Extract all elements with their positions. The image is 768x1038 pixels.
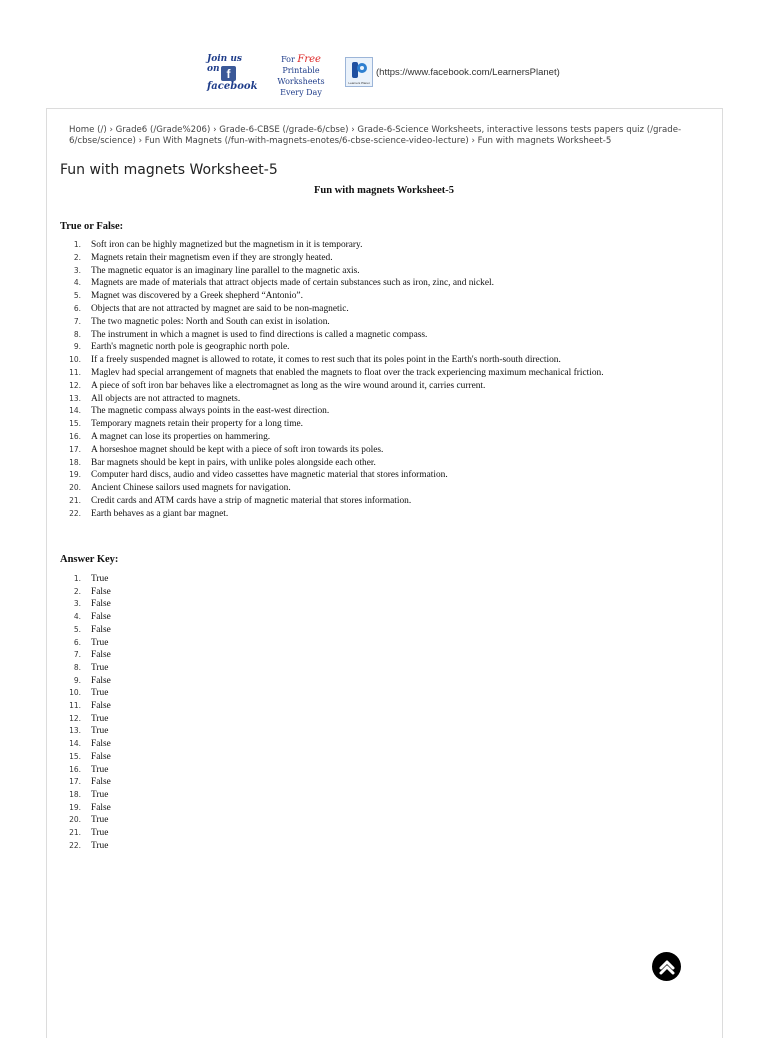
item-number: 2. bbox=[73, 586, 81, 596]
item-number: 20. bbox=[69, 483, 81, 493]
answer-item bbox=[60, 789, 360, 802]
answer-item bbox=[60, 713, 360, 726]
item-number: 4. bbox=[73, 612, 81, 622]
question-item-text: Magnets are made of materials that attract objects made of certain substances such as iron, zinc, and nickel. bbox=[91, 278, 494, 289]
printable-text: Printable Worksheets bbox=[277, 66, 325, 86]
question-item bbox=[60, 457, 710, 470]
item-number: 11. bbox=[69, 701, 81, 711]
answer-item bbox=[60, 738, 360, 751]
answer-item-text: False bbox=[91, 802, 111, 813]
question-item-text: A horseshoe magnet should be kept with a piece of soft iron towards its poles. bbox=[91, 444, 384, 455]
learners-planet-logo-icon bbox=[345, 57, 373, 87]
item-number: 21. bbox=[69, 828, 81, 838]
answer-item-text: True bbox=[91, 713, 109, 724]
scroll-to-top-button[interactable] bbox=[652, 952, 681, 981]
item-number: 7. bbox=[73, 650, 81, 660]
answer-item-text: False bbox=[91, 701, 111, 712]
question-item-text: Magnet was discovered by a Greek shepherd “Antonio”. bbox=[91, 291, 303, 302]
question-item bbox=[60, 303, 710, 316]
question-item-text: Maglev had special arrangement of magnets that enabled the magnets to float over the track experiencing maximum mechanical friction. bbox=[91, 367, 604, 378]
facebook-link[interactable]: (https://www.facebook.com/LearnersPlanet) bbox=[376, 66, 560, 78]
question-list bbox=[60, 239, 710, 521]
answer-item bbox=[60, 840, 360, 853]
item-number: 20. bbox=[69, 815, 81, 825]
question-item-text: The two magnetic poles: North and South can exist in isolation. bbox=[91, 316, 330, 327]
question-item-text: All objects are not attracted to magnets. bbox=[91, 393, 241, 404]
item-number: 9. bbox=[73, 342, 81, 352]
free-text: Free bbox=[297, 54, 321, 65]
facebook-banner[interactable] bbox=[205, 52, 560, 97]
question-item-text: Magnets retain their magnetism even if they are strongly heated. bbox=[91, 252, 333, 263]
answer-item bbox=[60, 649, 360, 662]
item-number: 13. bbox=[69, 393, 81, 403]
answer-key-heading: Answer Key: bbox=[60, 554, 119, 565]
answer-item-text: False bbox=[91, 777, 111, 788]
answer-item-text: False bbox=[91, 599, 111, 610]
question-item-text: Earth's magnetic north pole is geographic north pole. bbox=[91, 342, 290, 353]
item-number: 2. bbox=[73, 252, 81, 262]
answer-list bbox=[60, 573, 360, 852]
item-number: 9. bbox=[73, 675, 81, 685]
item-number: 17. bbox=[69, 444, 81, 454]
true-false-heading: True or False: bbox=[60, 221, 124, 232]
item-number: 21. bbox=[69, 495, 81, 505]
item-number: 14. bbox=[69, 406, 81, 416]
item-number: 16. bbox=[69, 431, 81, 441]
answer-item bbox=[60, 687, 360, 700]
item-number: 8. bbox=[73, 329, 81, 339]
question-item bbox=[60, 418, 710, 431]
question-item-text: Computer hard discs, audio and video cassettes have magnetic material that stores information. bbox=[91, 470, 448, 481]
question-item bbox=[60, 329, 710, 342]
answer-item-text: False bbox=[91, 650, 111, 661]
answer-item-text: True bbox=[91, 662, 109, 673]
answer-item-text: True bbox=[91, 815, 109, 826]
answer-item bbox=[60, 611, 360, 624]
join-facebook-badge[interactable] bbox=[205, 52, 258, 92]
question-item bbox=[60, 252, 710, 265]
question-item bbox=[60, 265, 710, 278]
item-number: 4. bbox=[73, 278, 81, 288]
question-item-text: The instrument in which a magnet is used to find directions is called a magnetic compass. bbox=[91, 329, 428, 340]
facebook-icon: f bbox=[221, 66, 236, 81]
item-number: 10. bbox=[69, 355, 81, 365]
item-number: 10. bbox=[69, 688, 81, 698]
item-number: 19. bbox=[69, 802, 81, 812]
item-number: 12. bbox=[69, 380, 81, 390]
item-number: 16. bbox=[69, 764, 81, 774]
item-number: 5. bbox=[73, 624, 81, 634]
answer-item-text: True bbox=[91, 840, 109, 851]
question-item bbox=[60, 367, 710, 380]
question-item-text: If a freely suspended magnet is allowed to rotate, it comes to rest such that its poles point in the Earth's north-south direction. bbox=[91, 355, 561, 366]
item-number: 17. bbox=[69, 777, 81, 787]
answer-item bbox=[60, 662, 360, 675]
every-day-text: Every Day bbox=[280, 88, 322, 97]
question-item-text: A piece of soft iron bar behaves like a electromagnet as long as the wire wound around it, carries current. bbox=[91, 380, 486, 391]
free-worksheets-promo bbox=[259, 52, 343, 97]
answer-item bbox=[60, 700, 360, 713]
facebook-text: facebook bbox=[207, 81, 258, 92]
item-number: 5. bbox=[73, 291, 81, 301]
question-item bbox=[60, 316, 710, 329]
question-item bbox=[60, 405, 710, 418]
question-item-text: Bar magnets should be kept in pairs, with unlike poles alongside each other. bbox=[91, 457, 376, 468]
question-item-text: The magnetic equator is an imaginary line parallel to the magnetic axis. bbox=[91, 265, 360, 276]
join-text: Join us on bbox=[207, 54, 242, 74]
question-item bbox=[60, 444, 710, 457]
question-item bbox=[60, 354, 710, 367]
worksheet-title: Fun with magnets Worksheet-5 bbox=[313, 185, 455, 196]
item-number: 22. bbox=[69, 840, 81, 850]
question-item bbox=[60, 341, 710, 354]
for-text: For bbox=[281, 55, 295, 64]
logo-caption: Learners Planet bbox=[348, 81, 370, 85]
item-number: 22. bbox=[69, 508, 81, 518]
page-title: Fun with magnets Worksheet-5 bbox=[60, 162, 278, 178]
item-number: 14. bbox=[69, 739, 81, 749]
question-item bbox=[60, 239, 710, 252]
answer-item-text: False bbox=[91, 739, 111, 750]
breadcrumb[interactable]: Home (/) › Grade6 (/Grade%206) › Grade-6-CBSE (/grade-6/cbse) › Grade-6-Science Worksheets, interactive lessons tests papers quiz (/grade-6/cbse/science) › Fun With Magnets (/fun-with-magnets-enotes/6-cbse-science-video-lecture) › Fun with magnets Worksheet-5 bbox=[69, 125, 682, 146]
item-number: 15. bbox=[69, 751, 81, 761]
item-number: 15. bbox=[69, 419, 81, 429]
item-number: 6. bbox=[73, 637, 81, 647]
question-item bbox=[60, 495, 710, 508]
item-number: 18. bbox=[69, 789, 81, 799]
item-number: 12. bbox=[69, 713, 81, 723]
answer-item bbox=[60, 637, 360, 650]
answer-item-text: False bbox=[91, 751, 111, 762]
answer-item bbox=[60, 586, 360, 599]
question-item bbox=[60, 469, 710, 482]
question-item-text: Ancient Chinese sailors used magnets for navigation. bbox=[91, 483, 291, 494]
answer-item bbox=[60, 764, 360, 777]
answer-item bbox=[60, 598, 360, 611]
question-item bbox=[60, 380, 710, 393]
question-item-text: Objects that are not attracted by magnet are said to be non-magnetic. bbox=[91, 303, 349, 314]
item-number: 3. bbox=[73, 265, 81, 275]
answer-item bbox=[60, 725, 360, 738]
answer-item bbox=[60, 776, 360, 789]
question-item bbox=[60, 508, 710, 521]
item-number: 1. bbox=[73, 574, 81, 583]
question-item-text: Soft iron can be highly magnetized but the magnetism in it is temporary. bbox=[91, 240, 363, 250]
question-item-text: Credit cards and ATM cards have a strip of magnetic material that stores information. bbox=[91, 495, 412, 506]
item-number: 13. bbox=[69, 726, 81, 736]
answer-item bbox=[60, 624, 360, 637]
question-item bbox=[60, 393, 710, 406]
answer-item-text: True bbox=[91, 828, 109, 839]
answer-item bbox=[60, 675, 360, 688]
answer-item bbox=[60, 573, 360, 586]
answer-item bbox=[60, 827, 360, 840]
answer-item-text: False bbox=[91, 624, 111, 635]
question-item-text: Earth behaves as a giant bar magnet. bbox=[91, 508, 229, 519]
answer-item-text: True bbox=[91, 726, 109, 737]
item-number: 6. bbox=[73, 303, 81, 313]
question-item bbox=[60, 290, 710, 303]
question-item bbox=[60, 277, 710, 290]
answer-item-text: True bbox=[91, 789, 109, 800]
item-number: 8. bbox=[73, 662, 81, 672]
answer-item bbox=[60, 802, 360, 815]
answer-item bbox=[60, 751, 360, 764]
question-item-text: Temporary magnets retain their property for a long time. bbox=[91, 419, 304, 430]
item-number: 19. bbox=[69, 470, 81, 480]
answer-item bbox=[60, 814, 360, 827]
answer-item-text: True bbox=[91, 574, 109, 584]
question-item bbox=[60, 482, 710, 495]
item-number: 11. bbox=[69, 367, 81, 377]
answer-item-text: False bbox=[91, 675, 111, 686]
answer-item-text: True bbox=[91, 688, 109, 699]
chevron-up-icon bbox=[658, 958, 676, 976]
answer-item-text: False bbox=[91, 612, 111, 623]
answer-item-text: True bbox=[91, 764, 109, 775]
question-item-text: A magnet can lose its properties on hammering. bbox=[91, 431, 271, 442]
question-item bbox=[60, 431, 710, 444]
answer-item-text: False bbox=[91, 586, 111, 597]
item-number: 3. bbox=[73, 599, 81, 609]
item-number: 1. bbox=[73, 240, 81, 249]
item-number: 7. bbox=[73, 316, 81, 326]
question-item-text: The magnetic compass always points in the east-west direction. bbox=[91, 406, 330, 417]
answer-item-text: True bbox=[91, 637, 109, 648]
item-number: 18. bbox=[69, 457, 81, 467]
